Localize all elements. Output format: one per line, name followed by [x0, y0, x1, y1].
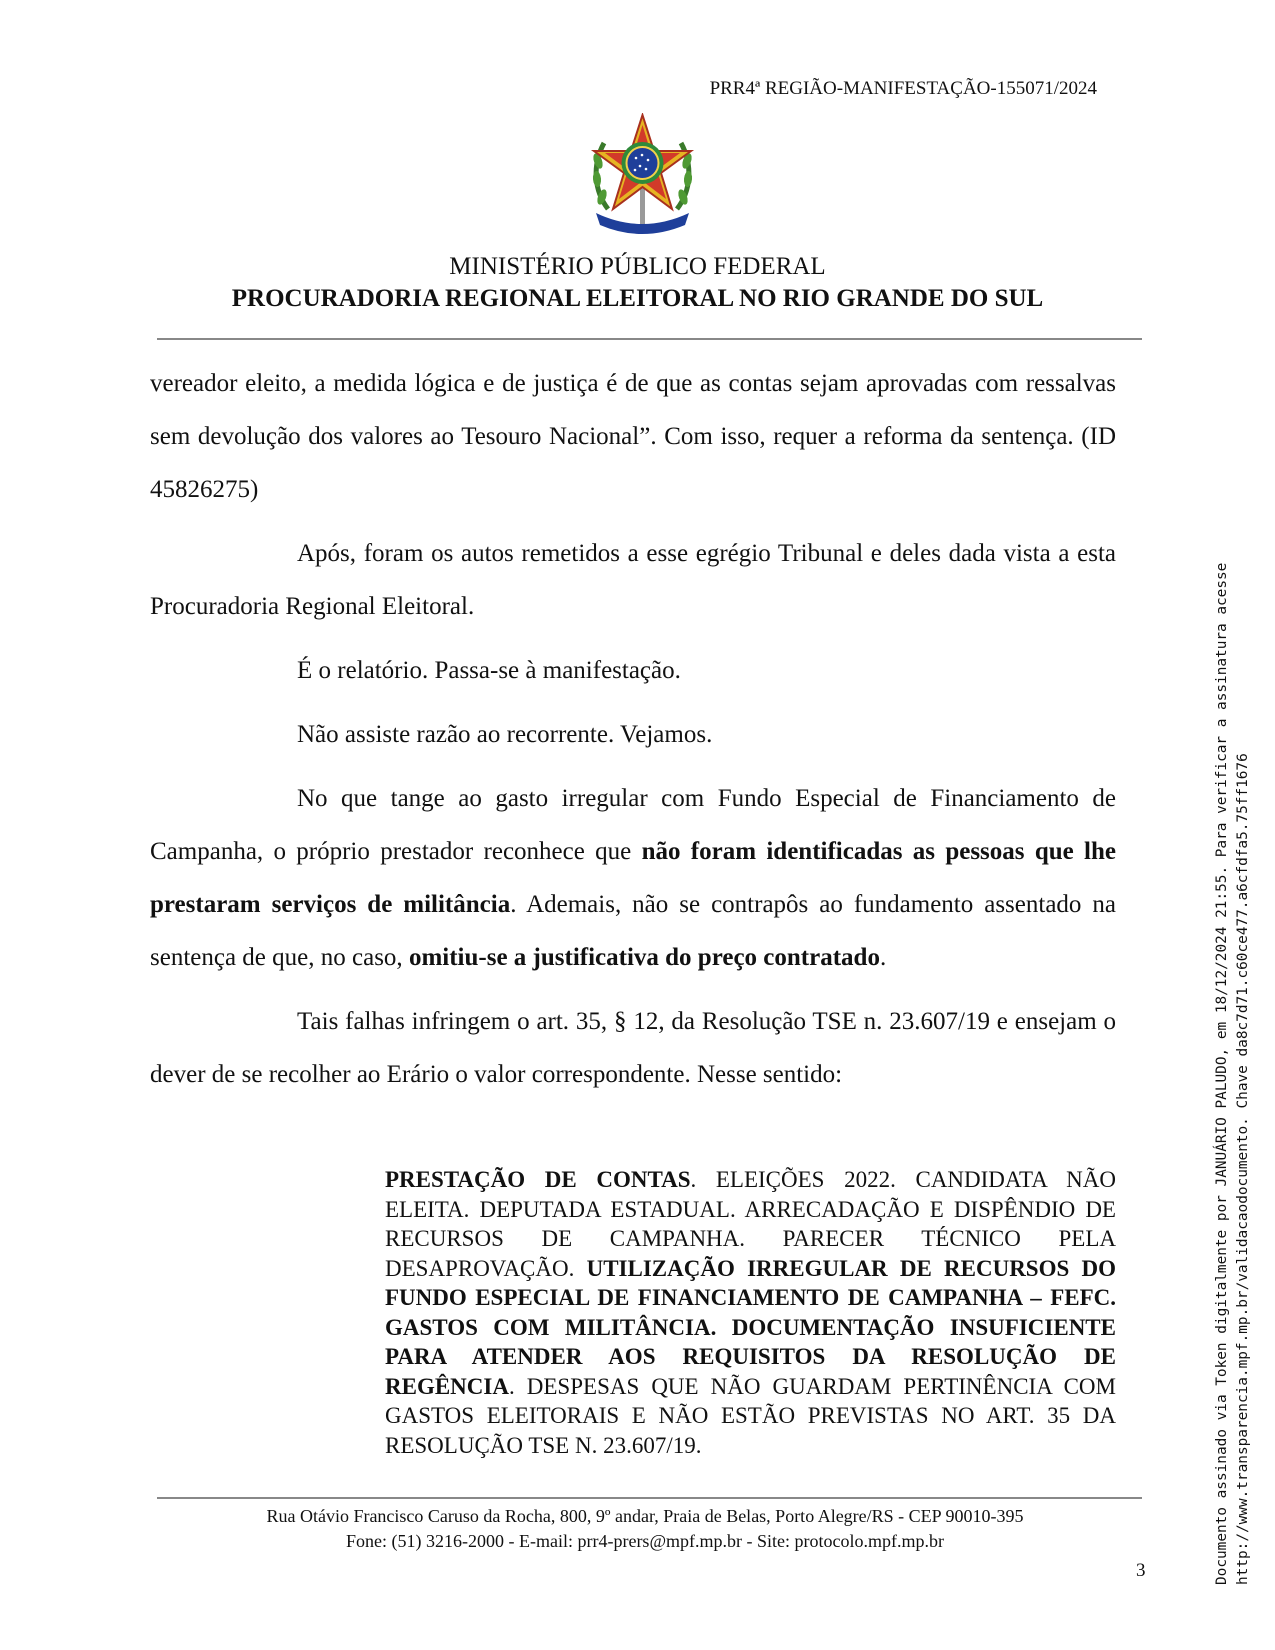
paragraph-4: Não assiste razão ao recorrente. Vejamos. — [297, 721, 713, 748]
coat-of-arms-icon — [590, 113, 695, 237]
document-id: PRR4ª REGIÃO-MANIFESTAÇÃO-155071/2024 — [709, 78, 1097, 99]
paragraph-1: vereador eleito, a medida lógica e de justiça é de que as contas sejam aprovadas com ressalvas sem devolução dos valores ao Tesouro Nacional”. Com isso, requer a reforma da sentença. (ID 45826275) — [150, 370, 1116, 503]
footer-address: Rua Otávio Francisco Caruso da Rocha, 800, 9º andar, Praia de Belas, Porto Alegre/RS - CEP 90010-395 — [266, 1506, 1024, 1526]
paragraph-5-bold-1: não foram identificadas as pessoas que lhe prestaram serviços de militância — [150, 838, 1116, 918]
paragraph-5 — [150, 772, 1116, 984]
quote-text-2: . DESPESAS QUE NÃO GUARDAM PERTINÊNCIA COM GASTOS ELEITORAIS E NÃO ESTÃO PREVISTAS NO ART. 35 DA RESOLUÇÃO TSE N. 23.607/19. — [385, 1373, 1116, 1458]
paragraph-6: Tais falhas infringem o art. 35, § 12, da Resolução TSE n. 23.607/19 e ensejam o dever de se recolher ao Erário o valor correspondente. Nesse sentido: — [150, 1008, 1116, 1088]
paragraph-5-text-1: No que tange ao gasto irregular com Fundo Especial de Financiamento de Campanha, o próprio prestador reconhece que — [150, 785, 1116, 865]
paragraph-3: É o relatório. Passa-se à manifestação. — [297, 657, 681, 684]
quote-text-1: . ELEIÇÕES 2022. CANDIDATA NÃO ELEITA. DEPUTADA ESTADUAL. ARRECADAÇÃO E DISPÊNDIO DE RECURSOS DE CAMPANHA. PARECER TÉCNICO PELA DESAPROVAÇÃO. — [385, 1167, 1116, 1281]
paragraph-5-bold-2: omitiu-se a justificativa do preço contratado — [408, 944, 880, 971]
paragraph-5-text-3: . — [879, 944, 887, 971]
signature-verification-note — [1212, 405, 1254, 1585]
ministry-title: MINISTÉRIO PÚBLICO FEDERAL — [449, 253, 826, 280]
document-body — [150, 357, 1116, 1101]
footer-divider — [157, 1497, 1142, 1499]
quote-bold-1: PRESTAÇÃO DE CONTAS — [385, 1167, 691, 1192]
paragraph-2: Após, foram os autos remetidos a esse egrégio Tribunal e deles dada vista a esta Procuradoria Regional Eleitoral. — [150, 540, 1116, 620]
header-divider — [157, 338, 1142, 340]
office-title: PROCURADORIA REGIONAL ELEITORAL NO RIO GRANDE DO SUL — [231, 285, 1044, 312]
quote-bold-2: UTILIZAÇÃO IRREGULAR DE RECURSOS DO FUNDO ESPECIAL DE FINANCIAMENTO DE CAMPANHA – FEFC. GASTOS COM MILITÂNCIA. DOCUMENTAÇÃO INSUFICIENTE PARA ATENDER AOS REQUISITOS DA RESOLUÇÃO DE REGÊNCIA — [385, 1255, 1116, 1399]
page-number: 3 — [1136, 1560, 1146, 1581]
paragraph-5-text-2: . Ademais, não se contrapôs ao fundamento assentado na sentença de que, no caso, — [150, 891, 1117, 971]
footer-contact: Fone: (51) 3216-2000 - E-mail: prr4-prers@mpf.mp.br - Site: protocolo.mpf.mp.br — [346, 1531, 944, 1551]
jurisprudence-quote — [385, 1165, 1116, 1460]
signature-line-2: http://www.transparencia.mpf.mp.br/validacaodocumento. Chave da8c7d71.c60ce477.a6cfdfa5.75ff1676 — [1235, 753, 1251, 1585]
signature-line-1: Documento assinado via Token digitalmente por JANUÁRIO PALUDO, em 18/12/2024 21:55. Para verificar a assinatura acesse — [1214, 562, 1230, 1585]
